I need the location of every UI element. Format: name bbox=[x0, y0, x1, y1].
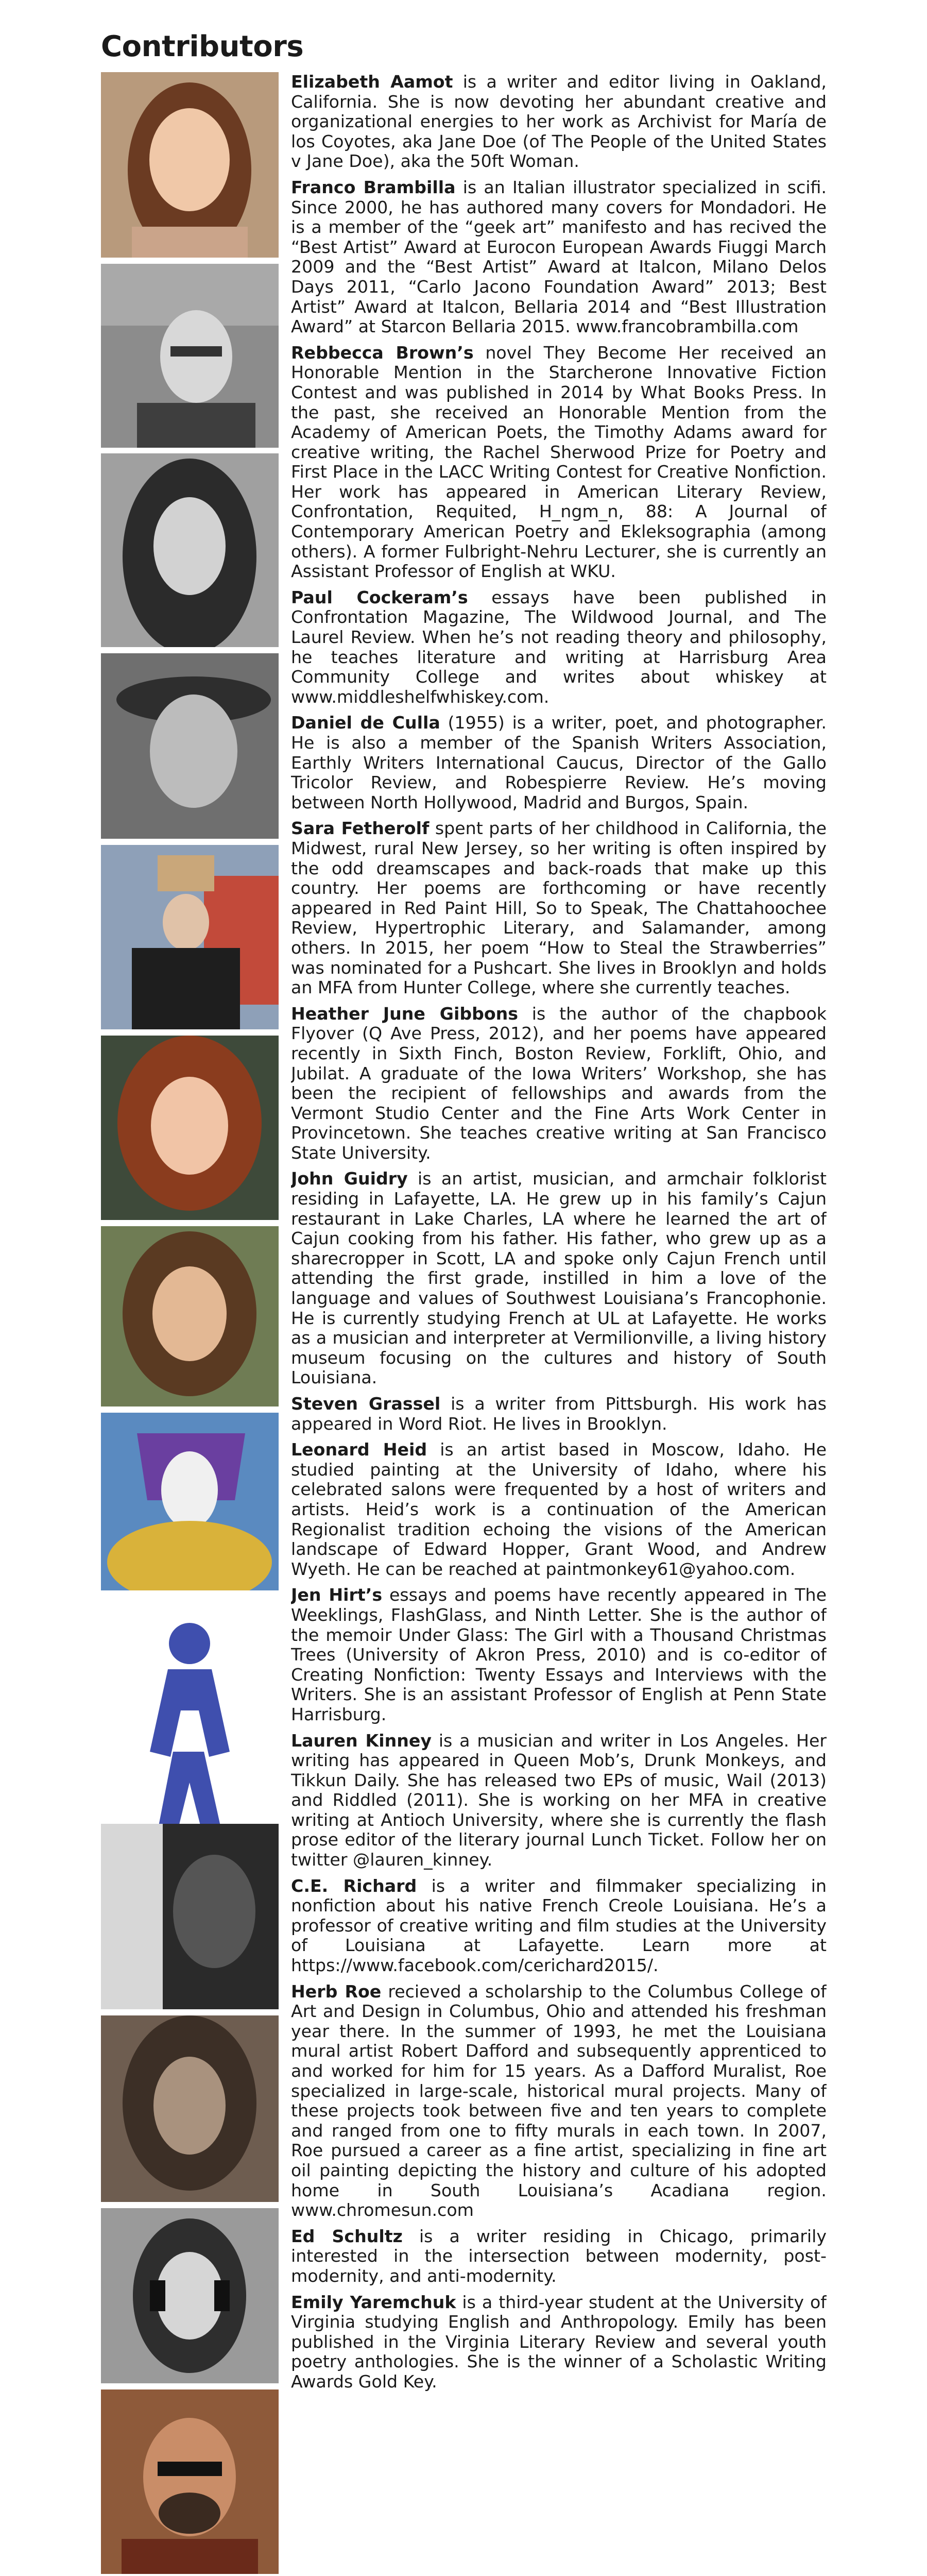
bio-entry bbox=[291, 72, 827, 172]
photo-franco-brambilla bbox=[101, 264, 279, 448]
portrait-woman-smiling-icon bbox=[101, 72, 279, 258]
photo-john-guidry bbox=[101, 1413, 279, 1590]
contributor-bio: (1955) is a writer, poet, and photographer. He is also a member of the Spanish Writers Association, Earthly Writers International Caucus, Director of the Gallo Tricolor Review, and Robespierre Review. He’s moving between North Hollywood, Madrid and Burgos, Spain. bbox=[291, 713, 827, 812]
bio-entry bbox=[291, 1440, 827, 1579]
bio-entry bbox=[291, 1169, 827, 1388]
bio-entry bbox=[291, 2227, 827, 2286]
bio-column bbox=[291, 72, 827, 2576]
photo-steven-grassel bbox=[101, 1824, 279, 2009]
contributor-bio: recieved a scholarship to the Columbus College of Art and Design in Columbus, Ohio and attended his freshman year there. In the summer of 1993, he met the Louisiana mural artist Robert Dafford and subsequently apprenticed to and worked for him for 15 years. As a Dafford Muralist, Roe specialized in large-scale, historical mural projects. Many of these projects took between five and ten years to complete and ranged from one to fifty murals in each town. In 2007, Roe pursued a career as a fine artist, specializing in fine art oil painting depicting the history and culture of his adopted home in South Louisiana’s Acadiana region. www.chromesun.com bbox=[291, 1981, 827, 2221]
contributor-bio: is a third-year student at the University of Virginia studying English and Anthropology. Emily has been published in the Virginia Literary Review and several youth poetry anthologies. She is the winner of a Scholastic Writing Awards Gold Key. bbox=[291, 2292, 827, 2392]
mask-costume-icon bbox=[101, 1413, 279, 1590]
contributor-name: Franco Brambilla bbox=[291, 177, 456, 197]
contributor-name: Ed Schultz bbox=[291, 2226, 403, 2246]
portrait-man-glasses-icon bbox=[101, 264, 279, 448]
contributor-bio: is a writer and filmmaker specializing in nonfiction about his native French Creole Louisiana. He’s a professor of creative writing and film studies at the University of Louisiana at Lafayette. Learn more at https://www.facebook.com/cerichard2015/. bbox=[291, 1875, 827, 1976]
contributor-bio: essays have been published in Confrontation Magazine, The Wildwood Journal, and The Laurel Review. When he’s not reading theory and philosophy, he teaches literature and writing at Harrisburg Area Community College and writes about whiskey at www.middleshelfwhiskey.com. bbox=[291, 587, 827, 707]
contributor-name: Rebbecca Brown’s bbox=[291, 342, 474, 363]
photo-paul-cockeram bbox=[101, 653, 279, 839]
photo-lauren-kinney bbox=[101, 2208, 279, 2383]
bio-entry bbox=[291, 1585, 827, 1724]
bio-entry bbox=[291, 1876, 827, 1976]
portrait-woman-outdoors-icon bbox=[101, 1226, 279, 1406]
contributor-bio: is an Italian illustrator specialized in scifi. Since 2000, he has authored many covers for Mondadori. He is a member of the “geek art” manifesto and has recived the “Best Artist” Award at Eurocon European Awards Fiuggi March 2009 and the “Best Artist” Award at Italcon, Milano Delos Days 2011, “Carlo Jacono Foundation Award” 2013; Best Artist” Award at Italcon, Bellaria 2014 and “Best Illustration Award” at Starcon Bellaria 2015. www.francobrambilla.com bbox=[291, 177, 827, 337]
contributor-name: Emily Yaremchuk bbox=[291, 2292, 456, 2312]
bio-entry bbox=[291, 1731, 827, 1870]
contributor-bio: is an artist, musician, and armchair folklorist residing in Lafayette, LA. He grew up in his family’s Cajun restaurant in Lake Charles, LA where he learned the art of Cajun cooking from his father. His father, who grew up as a sharecropper in Scott, LA and spoke only Cajun French until attending the first grade, instilled in him a love of the language and values of Southwest Louisiana’s Francophonie. He is currently studying French at UL at Lafayette. He works as a musician and interpreter at Vermilionville, a living history museum focusing on the cultures and history of South Louisiana. bbox=[291, 1168, 827, 1388]
contributor-name: Paul Cockeram’s bbox=[291, 587, 468, 607]
contributor-name: Daniel de Culla bbox=[291, 713, 440, 733]
contributor-bio: is a writer from Pittsburgh. His work has appeared in Word Riot. He lives in Brooklyn. bbox=[291, 1394, 827, 1434]
portrait-man-holding-sign-icon bbox=[101, 845, 279, 1029]
photo-jen-hirt bbox=[101, 2015, 279, 2202]
bio-entry bbox=[291, 1004, 827, 1163]
contributor-bio: is the author of the chapbook Flyover (Q Ave Press, 2012), and her poems have appeared recently in Sixth Finch, Boston Review, Forklift, Ohio, and Jubilat. A graduate of the Iowa Writers’ Workshop, she has been the recipient of fellowships and awards from the Vermont Studio Center and the Fine Arts Work Center in Provincetown. She teaches creative writing at San Francisco State University. bbox=[291, 1003, 827, 1163]
photo-ce-richard bbox=[101, 2389, 279, 2574]
contributor-bio: novel They Become Her received an Honorable Mention in the Starcherone Innovative Fiction Contest and was published in 2014 by What Books Press. In the past, she received an Honorable Mention from the Academy of American Poets, the Timothy Adams award for creative writing, the Rachel Sherwood Prize for Poetry and First Place in the LACC Writing Contest for Creative Nonfiction. Her work has appeared in American Literary Review, Confrontation, Requited, H_ngm_n, 88: A Journal of Contemporary American Poetry and Ekleksographia (among others). A former Fulbright-Nehru Lecturer, she is currently an Assistant Professor of English at WKU. bbox=[291, 342, 827, 582]
contributor-bio: essays and poems have recently appeared in The Weeklings, FlashGlass, and Ninth Letter. She is the author of the memoir Under Glass: The Girl with a Thousand Christmas Trees (University of Akron Press, 2010) and is co-editor of Creating Nonfiction: Twenty Essays and Interviews with the Writers. She is an assistant Professor of English at Penn State Harrisburg. bbox=[291, 1585, 827, 1724]
photo-elizabeth-aamot bbox=[101, 72, 279, 258]
contributor-name: Herb Roe bbox=[291, 1981, 382, 2002]
portrait-woman-red-hair-icon bbox=[101, 1036, 279, 1220]
contributor-bio: is an artist based in Moscow, Idaho. He studied painting at the University of Idaho, where his celebrated salons were frequented by a host of writers and artists. Heid’s work is a continuation of the American Regionalist tradition echoing the visions of the American landscape of Edward Hopper, Grant Wood, and Andrew Wyeth. He can be reached at paintmonkey61@yahoo.com. bbox=[291, 1439, 827, 1579]
contributor-name: Sara Fetherolf bbox=[291, 818, 430, 839]
portrait-woman-headphones-icon bbox=[101, 2208, 279, 2383]
bio-entry bbox=[291, 713, 827, 812]
contributor-name: John Guidry bbox=[291, 1168, 408, 1189]
contributor-name: Steven Grassel bbox=[291, 1394, 441, 1414]
contributor-name: Heather June Gibbons bbox=[291, 1003, 519, 1024]
photo-heather-june-gibbons bbox=[101, 1226, 279, 1406]
contributor-name: C.E. Richard bbox=[291, 1875, 417, 1896]
contributor-bio: spent parts of her childhood in California, the Midwest, rural New Jersey, so her writing is often inspired by the odd dreamscapes and back-roads that make up this country. Her poems are forthcoming or have recently appeared in Red Paint Hill, So to Speak, The Chattahoochee Review, Hypertrophic Literary, and Salamander, among others. In 2015, her poem “How to Steal the Strawberries” was nominated for a Pushcart. She lives in Brooklyn and holds an MFA from Hunter College, where she currently teaches. bbox=[291, 818, 827, 998]
contributor-name: Elizabeth Aamot bbox=[291, 72, 453, 92]
photo-daniel-de-culla bbox=[101, 845, 279, 1029]
portrait-man-hat-icon bbox=[101, 653, 279, 839]
contributor-name: Jen Hirt’s bbox=[291, 1585, 383, 1605]
contributor-bio: is a writer and editor living in Oakland, California. She is now devoting her abundant creative and organizational energies to her work as Archivist for María de los Coyotes, aka Jane Doe (of The People of the United States v Jane Doe), aka the 50ft Woman. bbox=[291, 72, 827, 172]
portrait-man-profile-icon bbox=[101, 1824, 279, 2009]
contributor-bio: is a writer residing in Chicago, primarily interested in the intersection between modernity, post-modernity, and anti-modernity. bbox=[291, 2226, 827, 2286]
photo-sara-fetherolf bbox=[101, 1036, 279, 1220]
contributor-name: Lauren Kinney bbox=[291, 1730, 432, 1751]
bio-entry bbox=[291, 2293, 827, 2392]
portrait-woman-dark-hair-icon bbox=[101, 453, 279, 647]
contributor-bio: is a musician and writer in Los Angeles. Her writing has appeared in Queen Mob’s, Drunk Monkeys, and Tikkun Daily. She has released two EPs of music, Wail (2013) and Riddled (2011). She is working on her MFA in creative writing at Antioch University, where she is currently the flash prose editor of the literary journal Lunch Ticket. Follow her on twitter @lauren_kinney. bbox=[291, 1730, 827, 1870]
contributor-name: Leonard Heid bbox=[291, 1439, 427, 1460]
page-title: Contributors bbox=[101, 30, 304, 63]
portrait-woman-sepia-icon bbox=[101, 2015, 279, 2202]
bio-entry bbox=[291, 343, 827, 582]
bio-entry bbox=[291, 178, 827, 337]
bio-entry bbox=[291, 1394, 827, 1434]
bio-entry bbox=[291, 819, 827, 997]
photo-rebbecca-brown bbox=[101, 453, 279, 647]
portrait-man-sunglasses-icon bbox=[101, 2389, 279, 2574]
bio-entry bbox=[291, 1982, 827, 2221]
bio-entry bbox=[291, 588, 827, 707]
